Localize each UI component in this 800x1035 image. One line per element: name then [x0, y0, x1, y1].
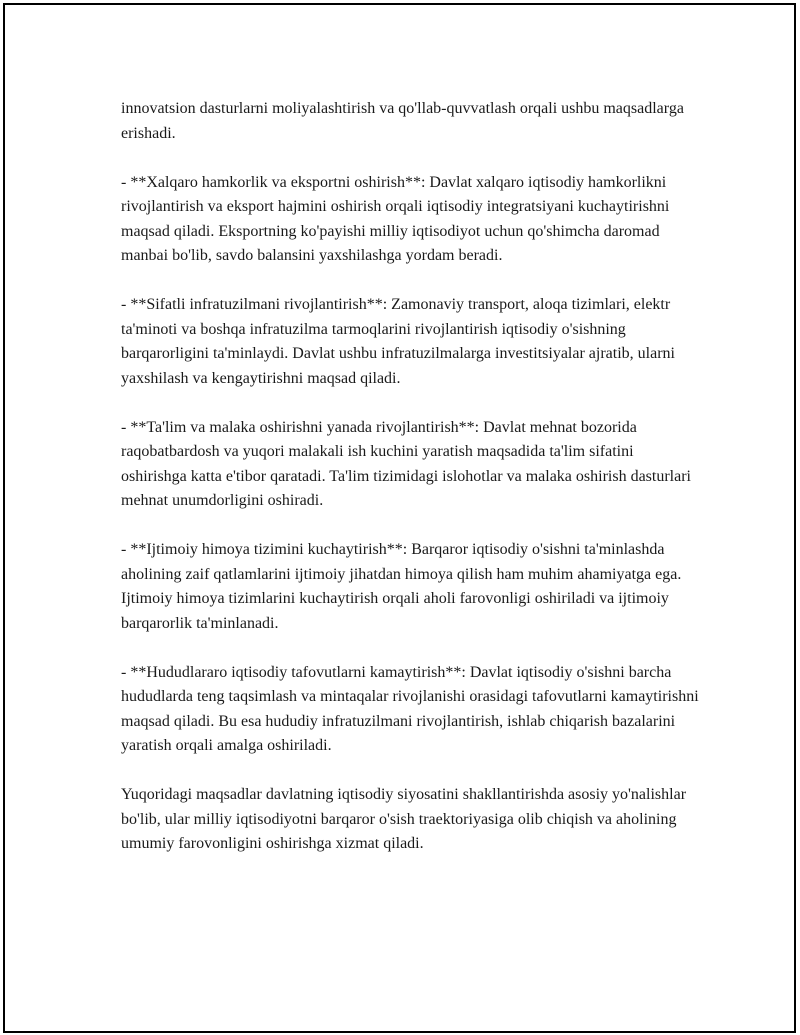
paragraph-regional-disparities: - **Hududlararo iqtisodiy tafovutlarni kamaytirish**: Davlat iqtisodiy o'sishni barcha hududlarda teng taqsimlash va mintaqalar rivojlanishi orasidagi tafovutlarni kamaytirishni maqsad qiladi. Bu esa hududiy infratuzilmani rivojlantirish, ishlab chiqarish bazalarini yaratish orqali amalga oshiriladi. — [121, 663, 699, 754]
paragraph-infrastructure: - **Sifatli infratuzilmani rivojlantirish**: Zamonaviy transport, aloqa tizimlari, elektr ta'minoti va boshqa infratuzilma tarmoqlarini rivojlantirish iqtisodiy o'sishning barqarorligini ta'minlaydi. Davlat ushbu infratuzilmalarga investitsiyalar ajratib, ularni yaxshilash va kengaytirishni maqsad qiladi. — [121, 296, 675, 387]
page-frame — [3, 3, 796, 1033]
paragraph-international-cooperation: - **Xalqaro hamkorlik va eksportni oshirish**: Davlat xalqaro iqtisodiy hamkorlikni rivojlantirish va eksport hajmini oshirish orqali iqtisodiy integratsiyani kuchaytirishni maqsad qiladi. Eksportning ko'payishi milliy iqtisodiyot uchun qo'shimcha daromad manbai bo'lib, savdo balansini yaxshilashga yordam beradi. — [121, 173, 670, 264]
paragraph-education: - **Ta'lim va malaka oshirishni yanada rivojlantirish**: Davlat mehnat bozorida raqobatbardosh va yuqori malakali ish kuchini yaratish maqsadida ta'lim sifatini oshirishga katta e'tibor qaratadi. Ta'lim tizimidagi islohotlar va malaka oshirish dasturlari mehnat unumdorligini oshiradi. — [121, 418, 691, 509]
document-body — [121, 97, 701, 881]
paragraph-conclusion: Yuqoridagi maqsadlar davlatning iqtisodiy siyosatini shakllantirishda asosiy yo'nalishlar bo'lib, ular milliy iqtisodiyotni barqaror o'sish traektoriyasiga olib chiqish va aholining umumiy farovonligini oshirishga xizmat qiladi. — [121, 786, 687, 852]
paragraph-social-protection: - **Ijtimoiy himoya tizimini kuchaytirish**: Barqaror iqtisodiy o'sishni ta'minlashda aholining zaif qatlamlarini ijtimoiy jihatdan himoya qilish ham muhim ahamiyatga ega. Ijtimoiy himoya tizimlarini kuchaytirish orqali aholi farovonligi oshiriladi va ijtimoiy barqarorlik ta'minlanadi. — [121, 541, 682, 632]
paragraph-intro-continuation: innovatsion dasturlarni moliyalashtirish va qo'llab-quvvatlash orqali ushbu maqsadlarga erishadi. — [121, 100, 684, 142]
